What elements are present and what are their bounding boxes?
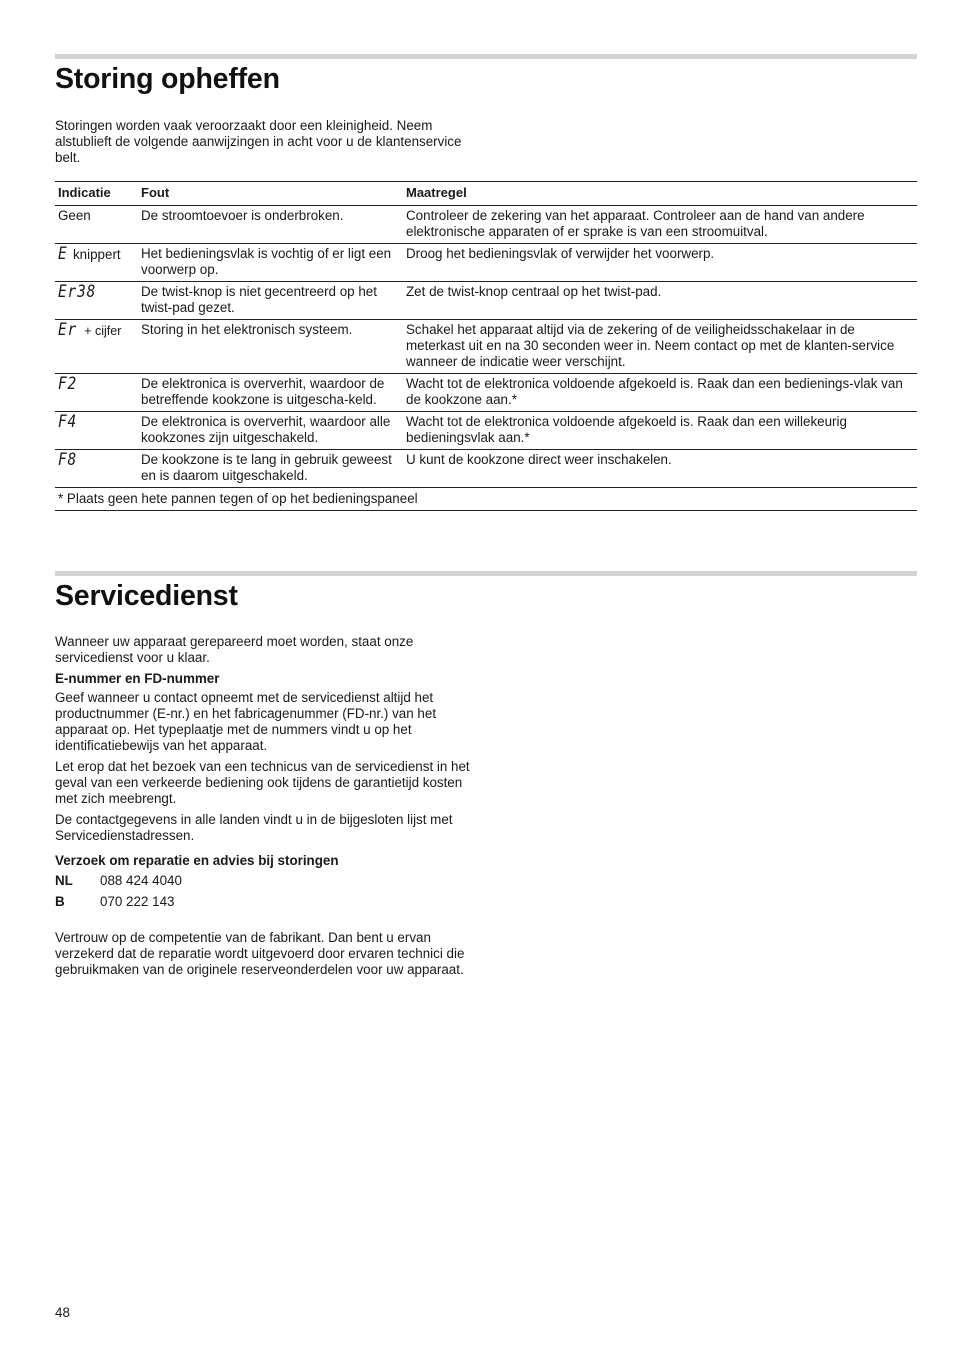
table-row [55, 412, 917, 450]
service-paragraph: Geef wanneer u contact opneemt met de servicedienst altijd het productnummer (E-nr.) en het fabricagenummer (FD-nr.) van het apparaat op. Het typeplaatje met de nummers vindt u op het identificatiebewijs van het apparaat. [55, 690, 437, 753]
segment-code: F8 [58, 450, 78, 470]
phone-number: 070 222 143 [100, 894, 175, 909]
header-fout: Fout [138, 182, 403, 206]
service-intro: Wanneer uw apparaat gerepareerd moet worden, staat onze servicedienst voor u klaar. [55, 634, 414, 665]
fout-cell: De stroomtoevoer is onderbroken. [138, 206, 403, 244]
maatregel-cell: U kunt de kookzone direct weer inschakelen. [403, 450, 917, 488]
phone-country: B [55, 894, 65, 909]
maatregel-cell: Zet de twist-knop centraal op het twist-pad. [403, 282, 917, 320]
table-header-row [55, 182, 917, 206]
header-indicatie: Indicatie [55, 182, 138, 206]
service-paragraph: De contactgegevens in alle landen vindt u in de bijgesloten lijst met Servicedienstadressen. [55, 812, 453, 843]
code-suffix: + cijfer [84, 324, 122, 338]
maatregel-cell: Wacht tot de elektronica voldoende afgekoeld is. Raak dan een bedienings-vlak van de kookzone aan.* [403, 374, 917, 412]
section-title-servicedienst: Servicedienst [55, 580, 238, 612]
section-title-storing: Storing opheffen [55, 63, 280, 95]
header-maatregel: Maatregel [403, 182, 917, 206]
segment-code: E [58, 244, 68, 264]
fout-cell: De elektronica is oververhit, waardoor alle kookzones zijn uitgeschakeld. [138, 412, 403, 450]
page-number: 48 [55, 1305, 70, 1320]
fout-cell: Het bedieningsvlak is vochtig of er ligt een voorwerp op. [138, 244, 403, 282]
table-footnote-row [55, 488, 917, 511]
table-row [55, 374, 917, 412]
indicatie-cell [55, 320, 138, 374]
maatregel-cell: Wacht tot de elektronica voldoende afgekoeld is. Raak dan een willekeurig bedieningsvlak aan.* [403, 412, 917, 450]
table-row [55, 450, 917, 488]
service-paragraph: Vertrouw op de competentie van de fabrikant. Dan bent u ervan verzekerd dat de reparatie wordt uitgevoerd door ervaren technici die gebruikmaken van de originele reserveonderdelen voor uw apparaat. [55, 930, 465, 977]
section-intro-storing: Storingen worden vaak veroorzaakt door een kleinigheid. Neem alstublieft de volgende aanwijzingen in acht voor u de klantenservice belt. [55, 118, 462, 165]
indicatie-cell [55, 244, 138, 282]
indicatie-cell [55, 412, 138, 450]
segment-code: F4 [58, 412, 78, 432]
phone-entry-b [55, 893, 475, 910]
maatregel-cell: Droog het bedieningsvlak of verwijder het voorwerp. [403, 244, 917, 282]
fout-cell: De elektronica is oververhit, waardoor de betreffende kookzone is uitgescha-keld. [138, 374, 403, 412]
indicatie-cell [55, 282, 138, 320]
table-row [55, 320, 917, 374]
code-suffix: Geen [58, 208, 91, 223]
error-table [55, 181, 917, 511]
table-row [55, 282, 917, 320]
phone-entry-nl [55, 872, 475, 889]
section-rule-2 [55, 571, 917, 576]
subheading-e-nummer: E-nummer en FD-nummer [55, 671, 220, 686]
service-paragraph: Let erop dat het bezoek van een technicus van de servicedienst in het geval van een verkeerde bediening ook tijdens de garantietijd kosten met zich meebrengt. [55, 759, 470, 806]
phone-country: NL [55, 873, 73, 888]
maatregel-cell: Controleer de zekering van het apparaat. Controleer aan de hand van andere elektronische apparaten of er sprake is van een stroomuitval. [403, 206, 917, 244]
table-row [55, 206, 917, 244]
service-section [55, 634, 475, 983]
fout-cell: De twist-knop is niet gecentreerd op het twist-pad gezet. [138, 282, 403, 320]
indicatie-cell [55, 450, 138, 488]
fout-cell: Storing in het elektronisch systeem. [138, 320, 403, 374]
code-suffix: knippert [72, 247, 121, 262]
segment-code: F2 [58, 374, 78, 394]
section-rule-1 [55, 54, 917, 59]
segment-code: Er [58, 320, 78, 340]
fout-cell: De kookzone is te lang in gebruik geweest en is daarom uitgeschakeld. [138, 450, 403, 488]
table-row [55, 244, 917, 282]
indicatie-cell [55, 206, 138, 244]
subheading-reparatie: Verzoek om reparatie en advies bij storingen [55, 853, 339, 868]
table-footnote: * Plaats geen hete pannen tegen of op het bedieningspaneel [55, 488, 917, 511]
indicatie-cell [55, 374, 138, 412]
phone-number: 088 424 4040 [100, 873, 182, 888]
maatregel-cell: Schakel het apparaat altijd via de zekering of de veiligheidsschakelaar in de meterkast uit en na 30 seconden weer in. Neem contact op met de klanten-service wanneer de indicatie weer verschijnt. [403, 320, 917, 374]
segment-code: Er38 [58, 282, 97, 302]
